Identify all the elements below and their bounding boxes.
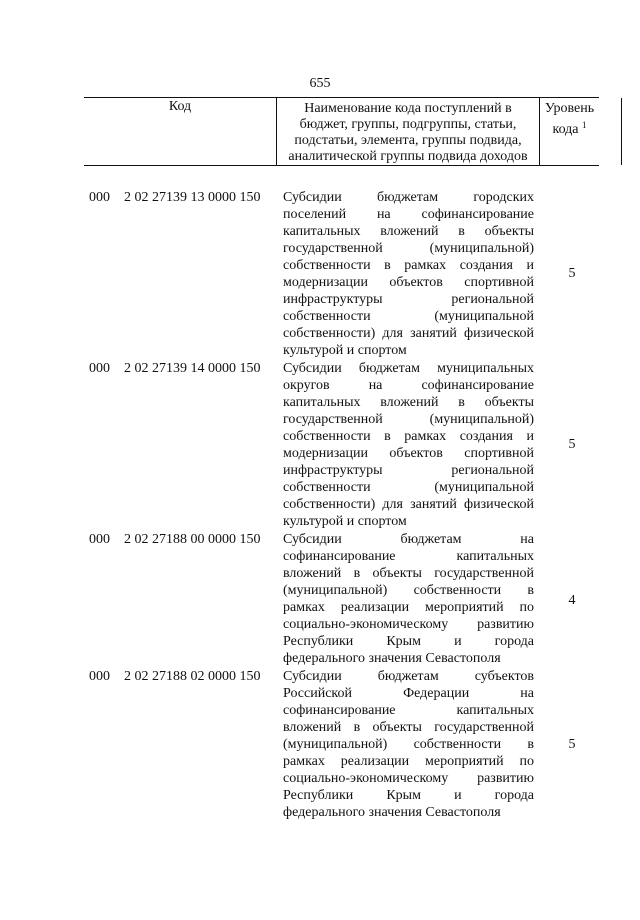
row-code-prefix: 000 [89, 190, 110, 205]
row-level: 5 [568, 437, 576, 452]
row-name-line: инфраструктуры региональной [283, 463, 534, 478]
row-name-line: рамках реализации мероприятий по [283, 754, 534, 769]
row-name-line: инфраструктуры региональной [283, 292, 534, 307]
row-name-line: Субсидии бюджетам муниципальных [283, 361, 534, 376]
row-name [283, 531, 534, 667]
row-name-line: округов на софинансирование [283, 378, 534, 393]
header-name-line: подстатьи, элемента, группы подвида, [294, 133, 522, 148]
header-name-line: аналитической группы подвида доходов [288, 149, 528, 164]
row-code-prefix: 000 [89, 361, 110, 376]
header-name-line: Наименование кода поступлений в [304, 101, 512, 116]
row-name-line: Российской Федерации на [283, 686, 534, 701]
row-code: 2 02 27188 02 0000 150 [124, 669, 261, 684]
row-code: 2 02 27139 14 0000 150 [124, 361, 261, 376]
row-name-line: капитальных вложений в объекты [283, 224, 534, 239]
row-level: 4 [568, 593, 576, 608]
row-name-line: социально-экономическому развитию [283, 771, 534, 786]
row-name-line: модернизации объектов спортивной [283, 275, 534, 290]
row-code: 2 02 27139 13 0000 150 [124, 190, 261, 205]
row-name-line: государственной (муниципальной) [283, 412, 534, 427]
row-name-line: федерального значения Севастополя [283, 651, 501, 666]
row-name-line: Субсидии бюджетам субъектов [283, 669, 534, 684]
page-number: 655 [309, 76, 331, 91]
row-name-line: рамках реализации мероприятий по [283, 600, 534, 615]
row-name-line: социально-экономическому развитию [283, 617, 534, 632]
table-header [84, 97, 599, 166]
row-name-line: капитальных вложений в объекты [283, 395, 534, 410]
row-name [283, 189, 534, 359]
header-level-line2 [540, 117, 599, 138]
header-level [539, 98, 599, 165]
header-code: Код [84, 98, 277, 165]
row-code: 2 02 27188 00 0000 150 [124, 532, 261, 547]
row-name-line: поселений на софинансирование [283, 207, 534, 222]
row-name-line: государственной (муниципальной) [283, 241, 534, 256]
row-name-line: культурой и спортом [283, 514, 407, 529]
row-name-line: модернизации объектов спортивной [283, 446, 534, 461]
row-name-line: софинансирование капитальных [283, 703, 534, 718]
header-name [277, 98, 539, 165]
footnote-marker: 1 [582, 120, 587, 130]
row-code-prefix: 000 [89, 532, 110, 547]
row-name-line: вложений в объекты государственной [283, 720, 534, 735]
row-name-line: собственности) для занятий физической [283, 497, 534, 512]
row-name-line: Республики Крым и города [283, 634, 534, 649]
header-level-line1: Уровень [544, 101, 595, 116]
row-name [283, 360, 534, 530]
row-name-line: собственности (муниципальной [283, 309, 534, 324]
row-name-line: (муниципальной) собственности в [283, 583, 534, 598]
row-name-line: вложений в объекты государственной [283, 566, 534, 581]
row-name-line: Субсидии бюджетам на [283, 532, 534, 547]
row-level: 5 [568, 266, 576, 281]
header-name-line: бюджет, группы, подгруппы, статьи, [299, 117, 517, 132]
row-name-line: собственности в рамках создания и [283, 429, 534, 444]
row-name-line: Республики Крым и города [283, 788, 534, 803]
row-name-line: (муниципальной) собственности в [283, 737, 534, 752]
header-level-text: кода [552, 122, 579, 137]
row-name-line: собственности в рамках создания и [283, 258, 534, 273]
row-name [283, 668, 534, 821]
row-code-prefix: 000 [89, 669, 110, 684]
row-level: 5 [568, 737, 576, 752]
row-name-line: федерального значения Севастополя [283, 805, 501, 820]
row-name-line: софинансирование капитальных [283, 549, 534, 564]
row-name-line: Субсидии бюджетам городских [283, 190, 534, 205]
row-name-line: культурой и спортом [283, 343, 407, 358]
row-name-line: собственности (муниципальной [283, 480, 534, 495]
row-name-line: собственности) для занятий физической [283, 326, 534, 341]
